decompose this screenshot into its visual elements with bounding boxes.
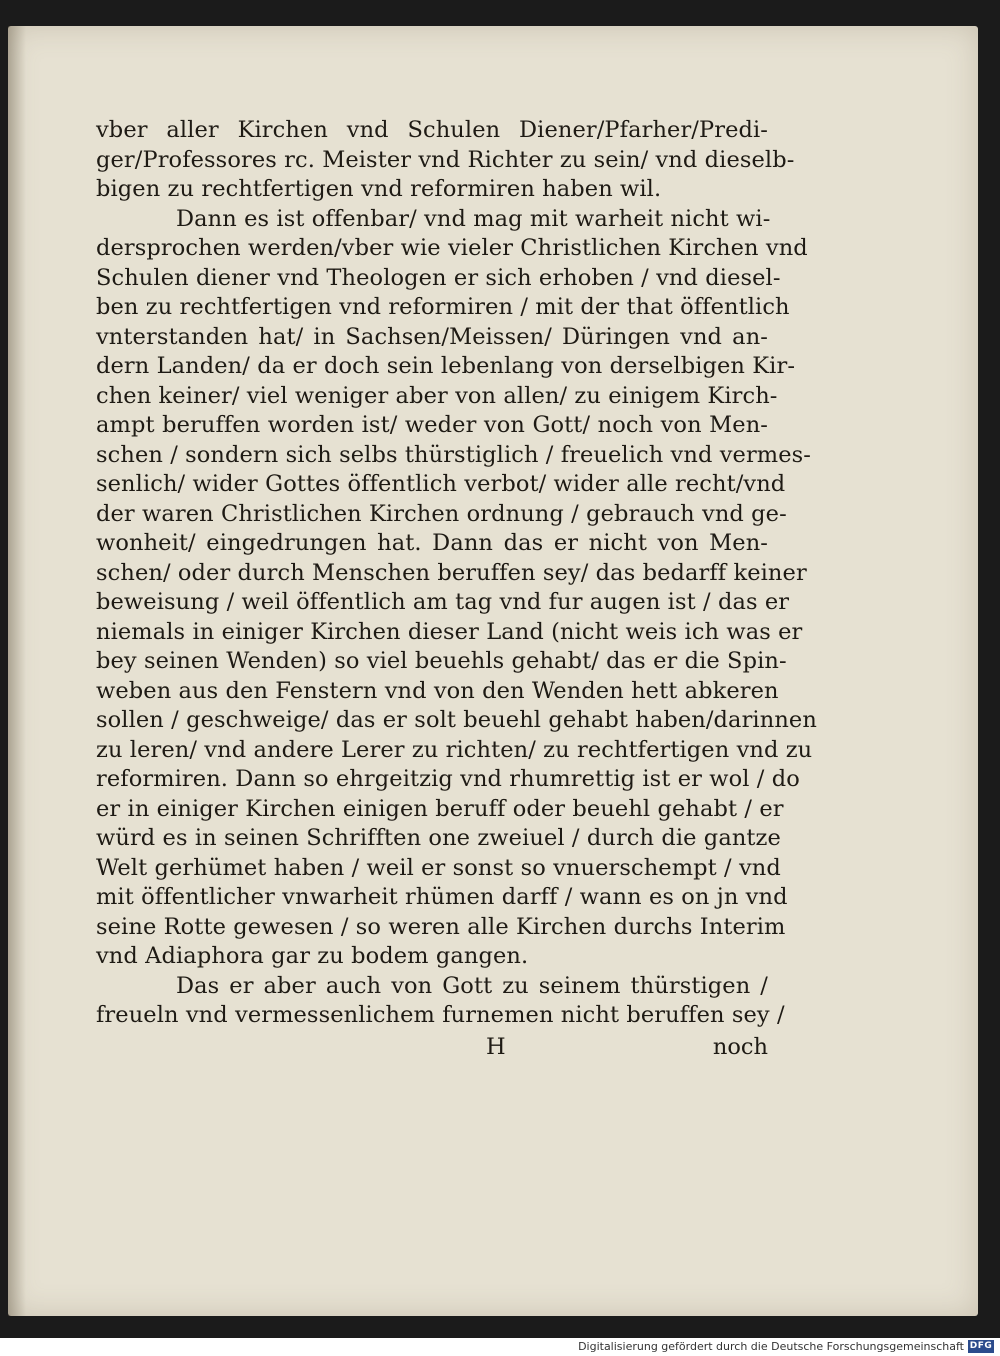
text-line: freueln vnd vermessenlichem furnemen nicht beruffen sey / <box>96 1002 785 1028</box>
dfg-logo: DFG <box>969 1341 993 1351</box>
text-line: senlich/ wider Gottes öffentlich verbot/ wider alle recht/vnd <box>96 471 786 497</box>
text-line: vnterstanden hat/ in Sachsen/Meissen/ Düringen vnd an- <box>96 323 768 350</box>
text-line: vnd Adiaphora gar zu bodem gangen. <box>96 943 529 969</box>
page-text-block <box>96 116 817 1067</box>
text-line: beweisung / weil öffentlich am tag vnd fur augen ist / das er <box>96 589 790 615</box>
book-page <box>8 26 978 1316</box>
text-line: chen keiner/ viel weniger aber von allen/ zu einigem Kirch- <box>96 382 778 409</box>
text-line: zu leren/ vnd andere Lerer zu richten/ zu rechtfertigen vnd zu <box>96 736 813 763</box>
funding-credit: Digitalisierung gefördert durch die Deutsche Forschungsgemeinschaft <box>578 1340 964 1353</box>
text-line: dern Landen/ da er doch sein lebenlang von derselbigen Kir- <box>96 353 796 379</box>
text-line: Schulen diener vnd Theologen er sich erhoben / vnd diesel- <box>96 264 781 291</box>
paragraph-start-line: Dann es ist offenbar/ vnd mag mit warheit nicht wi- <box>176 205 771 232</box>
catchword: noch <box>712 1033 768 1060</box>
text-line: bigen zu rechtfertigen vnd reformiren haben wil. <box>96 176 662 202</box>
text-line: ampt beruffen worden ist/ weder von Gott/ noch von Men- <box>96 412 768 438</box>
text-line: schen/ oder durch Menschen beruffen sey/ das bedarff keiner <box>96 559 807 586</box>
text-line: ger/Professores rc. Meister vnd Richter zu sein/ vnd dieselb- <box>96 146 795 173</box>
text-line: würd es in seinen Schrifften one zweiuel / durch die gantze <box>96 825 781 851</box>
text-line: er in einiger Kirchen einigen beruff oder beuehl gehabt / er <box>96 795 784 822</box>
text-line: wonheit/ eingedrungen hat. Dann das er nicht von Men- <box>96 530 768 556</box>
text-line: sollen / geschweige/ das er solt beuehl gehabt haben/darinnen <box>96 707 817 733</box>
paragraph-start-line: Das er aber auch von Gott zu seinem thürstigen / <box>176 972 768 999</box>
text-line: ben zu rechtfertigen vnd reformiren / mit der that öffentlich <box>96 294 790 320</box>
text-line: niemals in einiger Kirchen dieser Land (nicht weis ich was er <box>96 618 803 645</box>
text-line: vber aller Kirchen vnd Schulen Diener/Pfarher/Predi- <box>96 117 768 143</box>
text-line: weben aus den Fenstern vnd von den Wenden hett abkeren <box>96 677 779 704</box>
text-line: dersprochen werden/vber wie vieler Christlichen Kirchen vnd <box>96 235 808 261</box>
text-line: mit öffentlicher vnwarheit rhümen darff / wann es on jn vnd <box>96 884 788 910</box>
text-line: seine Rotte gewesen / so weren alle Kirchen durchs Interim <box>96 913 786 940</box>
text-line: Welt gerhümet haben / weil er sonst so vnuerschempt / vnd <box>96 854 781 881</box>
page-footer-row <box>96 1033 768 1067</box>
text-line: schen / sondern sich selbs thürstiglich / freuelich vnd vermes- <box>96 441 811 468</box>
text-line: der waren Christlichen Kirchen ordnung / gebrauch vnd ge- <box>96 500 787 527</box>
text-line: reformiren. Dann so ehrgeitzig vnd rhumrettig ist er wol / do <box>96 766 800 792</box>
text-line: bey seinen Wenden) so viel beuehls gehabt/ das er die Spin- <box>96 648 787 674</box>
signature-mark: H <box>486 1033 506 1060</box>
page-gutter-shadow <box>8 26 26 1316</box>
